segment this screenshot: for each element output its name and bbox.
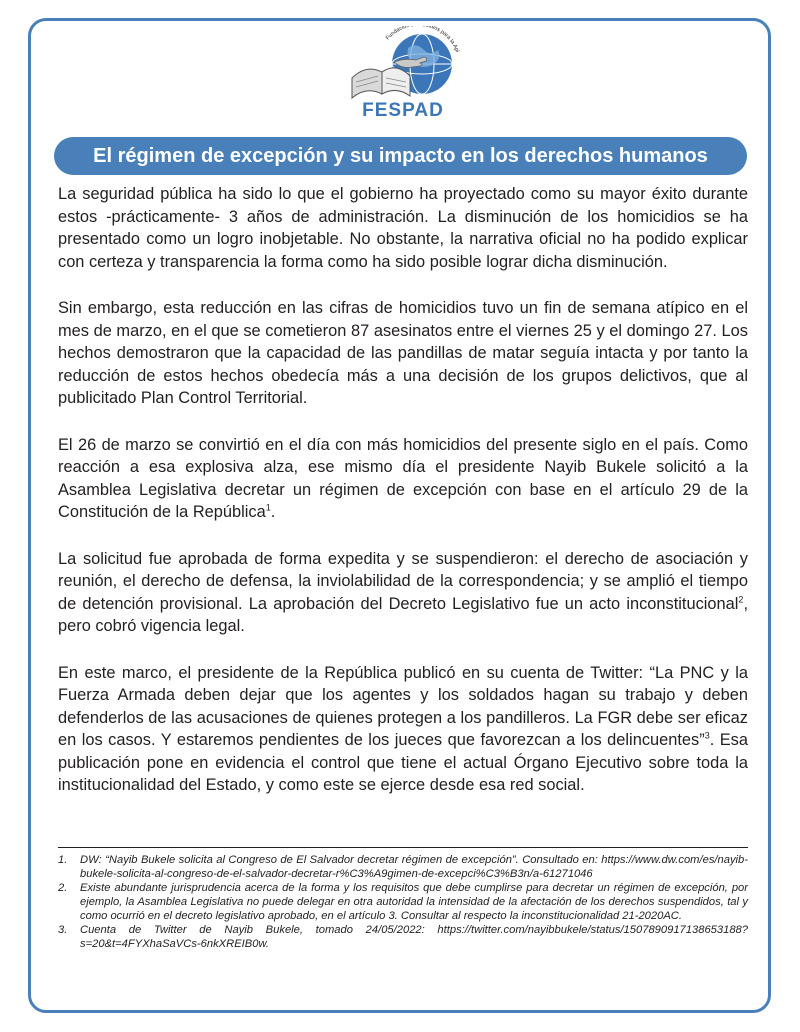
article-body (58, 183, 748, 821)
footnote-3 (58, 923, 748, 951)
footnote-ref-1: 1 (265, 502, 271, 513)
footnote-text: Cuenta de Twitter de Nayib Bukele, tomado 24/05/2022: https://twitter.com/nayibbukele/status/1507890917138653188?s=20&t=4FYXhaSaVCs-6nkXREIB0w. (80, 924, 748, 950)
paragraph-3-text: El 26 de marzo se convirtió en el día con más homicidios del presente siglo en el país. Como reacción a esa explosiva alza, ese mismo día el presidente Nayib Bukele solicitó a la Asamblea Legislativa decretar un régimen de excepción con base en el artículo 29 de la Constitución de la República (58, 435, 748, 521)
paragraph-4-text: La solicitud fue aprobada de forma expedita y se suspendieron: el derecho de asociación y reunión, el derecho de defensa, la inviolabilidad de la correspondencia; y se amplió el tiempo de detención provisional. La aprobación del Decreto Legislativo fue un acto inconstitucional (58, 549, 748, 613)
page-title: El régimen de excepción y su impacto en los derechos humanos (93, 144, 708, 167)
footnote-2 (58, 881, 748, 923)
footnote-text: DW: “Nayib Bukele solicita al Congreso de El Salvador decretar régimen de excepción”. Consultado en: https://www.dw.com/es/nayib-bukele-solicita-al-congreso-de-el-salvador-decretar-r%C3%A9gimen-de-excepci%C3%B3n/a-61271046 (80, 854, 748, 880)
paragraph-5 (58, 662, 748, 797)
footnote-1 (58, 853, 748, 881)
title-banner (54, 137, 747, 175)
fespad-logo (338, 26, 468, 122)
footnote-ref-2: 2 (738, 594, 744, 605)
paragraph-5-text: En este marco, el presidente de la República publicó en su cuenta de Twitter: “La PNC y la Fuerza Armada deben dejar que los agentes y los soldados hagan su trabajo y deben defenderlos de las acusaciones de quienes protegen a los pandilleros. La FGR debe ser eficaz en los casos. Y estaremos pendientes de los jueces que favorezcan a los delincuentes” (58, 663, 748, 749)
svg-text:Fundación de Estudios para la: Fundación udios para la Apl (384, 26, 460, 54)
logo-emblem-icon (338, 26, 468, 106)
paragraph-3 (58, 434, 748, 524)
paragraph-4-end: , pero cobró vigencia legal. (58, 594, 748, 635)
paragraph-4 (58, 548, 748, 638)
paragraph-1: La seguridad pública ha sido lo que el gobierno ha proyectado como su mayor éxito durante estos -prácticamente- 3 años de administración. La disminución de los homicidios se ha presentado como un logro inobjetable. No obstante, la narrativa oficial no ha podido explicar con certeza y transparencia la forma como ha sido posible lograr dicha disminución. (58, 185, 748, 271)
footnote-number: 3. (58, 924, 68, 936)
footnote-divider (58, 847, 748, 848)
footnote-ref-3: 3 (704, 730, 710, 741)
logo-wordmark: FESPAD (362, 100, 444, 121)
footnote-number: 1. (58, 854, 68, 866)
paragraph-5-end: . Esa publicación pone en evidencia el control que tiene el actual Órgano Ejecutivo sobre toda la institucionalidad del Estado, y como este se ejerce desde esa red social. (58, 731, 748, 794)
paragraph-2: Sin embargo, esta reducción en las cifras de homicidios tuvo un fin de semana atípico en el mes de marzo, en el que se cometieron 87 asesinatos entre el viernes 25 y el domingo 27. Los hechos demostraron que la capacidad de las pandillas de matar seguía intacta y por tanto la reducción de estos hechos obedecía más a una decisión de los grupos delictivos, que al publicitado Plan Control Territorial. (58, 299, 748, 407)
footnotes-list (58, 853, 748, 951)
footnote-text: Existe abundante jurisprudencia acerca de la forma y los requisitos que debe cumplirse para decretar un régimen de excepción, por ejemplo, la Asamblea Legislativa no puede delegar en otra autoridad la intensidad de la afectación de los derechos suspendidos, tal y como ocurrió en el decreto legislativo aprobado, en el artículo 3. Consultar al respecto la inconstitucionalidad 21-2020AC. (80, 882, 748, 922)
paragraph-3-end: . (270, 503, 276, 521)
footnote-number: 2. (58, 882, 68, 894)
